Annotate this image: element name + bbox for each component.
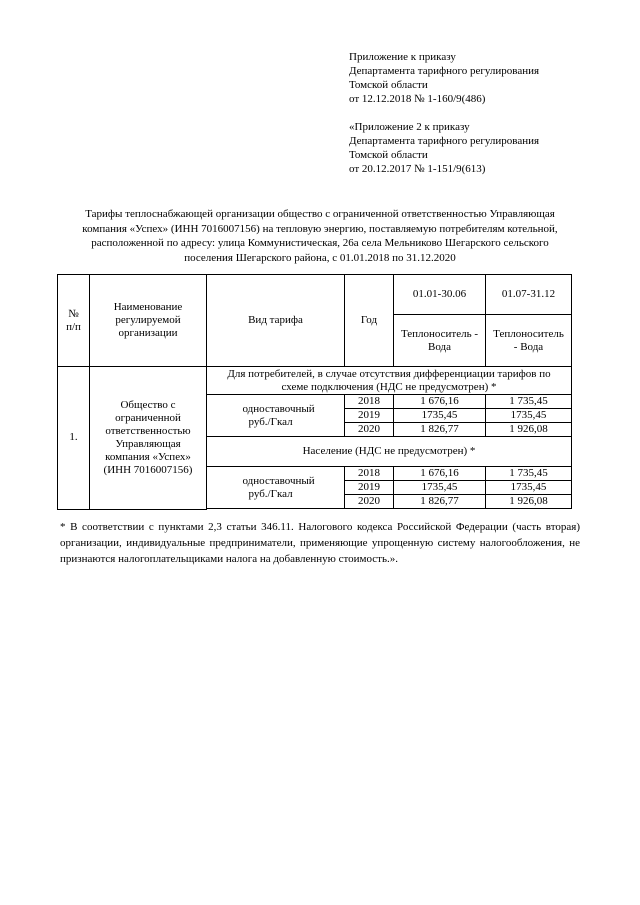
value-cell: 1735,45	[394, 481, 486, 495]
header-period1: 01.01-30.06	[394, 275, 486, 315]
value-cell: 1 676,16	[394, 395, 486, 409]
tariff-label: одноставочный руб./Гкал	[243, 467, 345, 509]
appendix2-line: «Приложение 2 к приказу	[349, 121, 470, 133]
appendix2-line: от 20.12.2017 № 1-151/9(613)	[349, 163, 486, 175]
year-cell: 2018	[345, 467, 394, 481]
value-cell: 1 926,08	[486, 495, 572, 509]
year-cell: 2020	[345, 495, 394, 509]
appendix2-line: Томской области	[349, 149, 428, 161]
document-title	[60, 207, 580, 265]
section-heading: Для потребителей, в случае отсутствия дифференциации тарифов по схеме подключения (НДС не предусмотрен) *	[207, 367, 572, 395]
value-cell: 1 826,77	[394, 423, 486, 437]
org-name: Общество с ограниченной ответственностью Управляющая компания «Успех» (ИНН 7016007156)	[90, 367, 207, 510]
row-number: 1.	[58, 367, 90, 510]
header-carrier2: Теплоноситель - Вода	[486, 315, 572, 367]
value-cell: 1 826,77	[394, 495, 486, 509]
header-tariff-type: Вид тарифа	[207, 275, 345, 367]
value-cell: 1735,45	[486, 409, 572, 423]
tariff-table	[57, 274, 572, 510]
appendix2-header	[349, 120, 539, 176]
year-cell: 2019	[345, 481, 394, 495]
title-line: поселения Шегарского района, с 01.01.2018 по 31.12.2020	[184, 251, 456, 264]
header-year: Год	[345, 275, 394, 367]
value-cell: 1 926,08	[486, 423, 572, 437]
section-heading: Население (НДС не предусмотрен) *	[207, 437, 572, 467]
title-line: Тарифы теплоснабжающей организации общество с ограниченной ответственностью Управляющая	[85, 208, 555, 220]
year-cell: 2018	[345, 395, 394, 409]
appendix-line: Департамента тарифного регулирования	[349, 65, 540, 77]
value-cell: 1 676,16	[394, 467, 486, 481]
year-cell: 2020	[345, 423, 394, 437]
value-cell: 1735,45	[486, 481, 572, 495]
appendix-line: Приложение к приказу	[349, 51, 456, 63]
footnote: * В соответствии с пунктами 2,3 статьи 346.11. Налогового кодекса Российской Федерации (часть вторая) организации, индивидуальные предприниматели, применяющие упрощенную систему налогообложения, не признаются налогоплательщиками налога на добавленную стоимость.».	[60, 521, 580, 565]
header-num: № п/п	[58, 275, 90, 367]
appendix2-line: Департамента тарифного регулирования	[349, 135, 540, 147]
title-line: расположенной по адресу: улица Коммунистическая, 26а села Мельниково Шегарского сельского	[91, 237, 549, 249]
value-cell: 1735,45	[394, 409, 486, 423]
title-line: компания «Успех» (ИНН 7016007156) на тепловую энергию, поставляемую потребителям котельной,	[82, 222, 558, 235]
year-cell: 2019	[345, 409, 394, 423]
value-cell: 1 735,45	[486, 395, 572, 409]
header-carrier1: Теплоноситель - Вода	[394, 315, 486, 367]
appendix-header	[349, 50, 539, 106]
appendix-line: от 12.12.2018 № 1-160/9(486)	[349, 93, 486, 105]
value-cell: 1 735,45	[486, 467, 572, 481]
header-period2: 01.07-31.12	[486, 275, 572, 315]
tariff-label: одноставочный руб./Гкал	[243, 395, 345, 437]
header-org: Наименование регулируемой организации	[90, 275, 207, 367]
appendix-line: Томской области	[349, 79, 428, 91]
